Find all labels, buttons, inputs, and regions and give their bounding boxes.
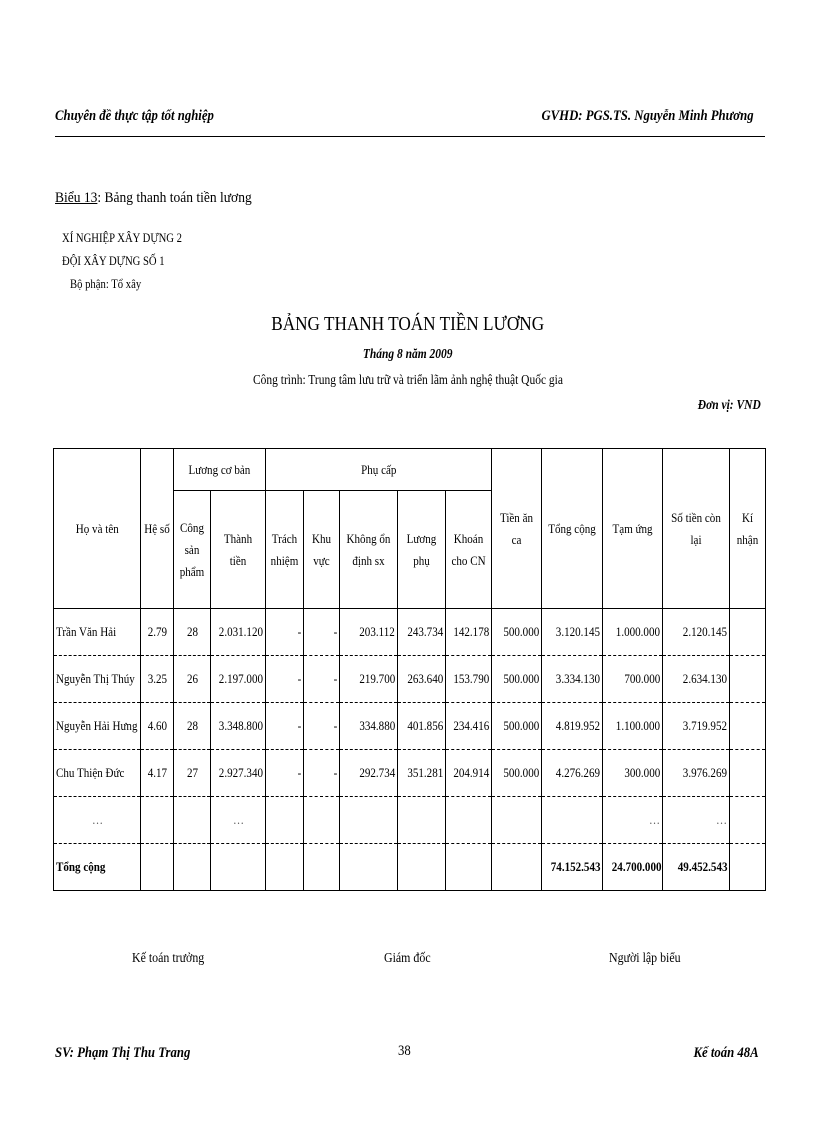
col-name: Họ và tên: [54, 449, 141, 609]
document-project: Công trình: Trung tâm lưu trữ và triển lãm ảnh nghệ thuật Quốc gia: [253, 373, 563, 388]
org-enterprise: XÍ NGHIỆP XÂY DỰNG 2: [62, 230, 183, 245]
col-responsibility: Trách nhiệm: [266, 491, 304, 609]
col-meal: Tiền ăn ca: [492, 449, 542, 609]
signature-preparer: Người lập biểu: [609, 951, 681, 966]
table-row: Chu Thiện Đức 4.17 27 2.927.340 - - 292.734 351.281 204.914 500.000 4.276.269 300.000 3.976.269: [54, 750, 766, 797]
org-department: Bộ phận: Tổ xây: [70, 276, 142, 291]
col-remaining: Số tiền còn lại: [663, 449, 730, 609]
header-left-title: Chuyên đề thực tập tốt nghiệp: [55, 108, 214, 124]
signature-director: Giám đốc: [384, 951, 431, 966]
signature-chief-accountant: Kế toán trưởng: [132, 951, 205, 966]
figure-caption: [55, 190, 252, 207]
col-total: Tổng cộng: [542, 449, 603, 609]
table-row-ellipsis: … … … …: [54, 797, 766, 844]
col-cn-fixed: Khoán cho CN: [446, 491, 492, 609]
footer-student: SV: Phạm Thị Thu Trang: [55, 1045, 191, 1061]
document-month: Tháng 8 năm 2009: [363, 347, 453, 362]
col-amount: Thành tiền: [211, 491, 266, 609]
header-right-advisor: GVHD: PGS.TS. Nguyễn Minh Phương: [541, 108, 754, 124]
table-row: Nguyễn Hải Hưng 4.60 28 3.348.800 - - 334.880 401.856 234.416 500.000 4.819.952 1.100.000 3.719.952: [54, 703, 766, 750]
col-region: Khu vực: [304, 491, 340, 609]
header-divider: [55, 136, 765, 137]
col-coef: Hệ số: [141, 449, 174, 609]
caption-label: Biểu 13: [55, 190, 98, 206]
col-advance: Tạm ứng: [603, 449, 663, 609]
col-products: Công sản phẩm: [174, 491, 211, 609]
document-title: BẢNG THANH TOÁN TIỀN LƯƠNG: [271, 313, 545, 335]
caption-text: : Bảng thanh toán tiền lương: [97, 190, 252, 206]
table-row: Trần Văn Hải 2.79 28 2.031.120 - - 203.112 243.734 142.178 500.000 3.120.145 1.000.000 2.120.145: [54, 609, 766, 656]
col-group-basic-salary: Lương cơ bản: [174, 449, 266, 491]
table-row-total: Tổng cộng 74.152.543 24.700.000 49.452.543: [54, 844, 766, 891]
table-row: Nguyễn Thị Thúy 3.25 26 2.197.000 - - 219.700 263.640 153.790 500.000 3.334.130 700.000 2.634.130: [54, 656, 766, 703]
currency-unit: Đơn vị: VND: [698, 398, 761, 413]
org-team: ĐỘI XÂY DỰNG SỐ 1: [62, 253, 165, 268]
footer-class: Kế toán 48A: [693, 1045, 759, 1061]
payroll-table: [53, 448, 766, 891]
page-number: 38: [398, 1043, 411, 1059]
col-unstable: Không ổn định sx: [340, 491, 398, 609]
col-extra-salary: Lương phụ: [398, 491, 446, 609]
col-group-allowance: Phụ cấp: [266, 449, 492, 491]
col-sign: Kí nhận: [730, 449, 766, 609]
